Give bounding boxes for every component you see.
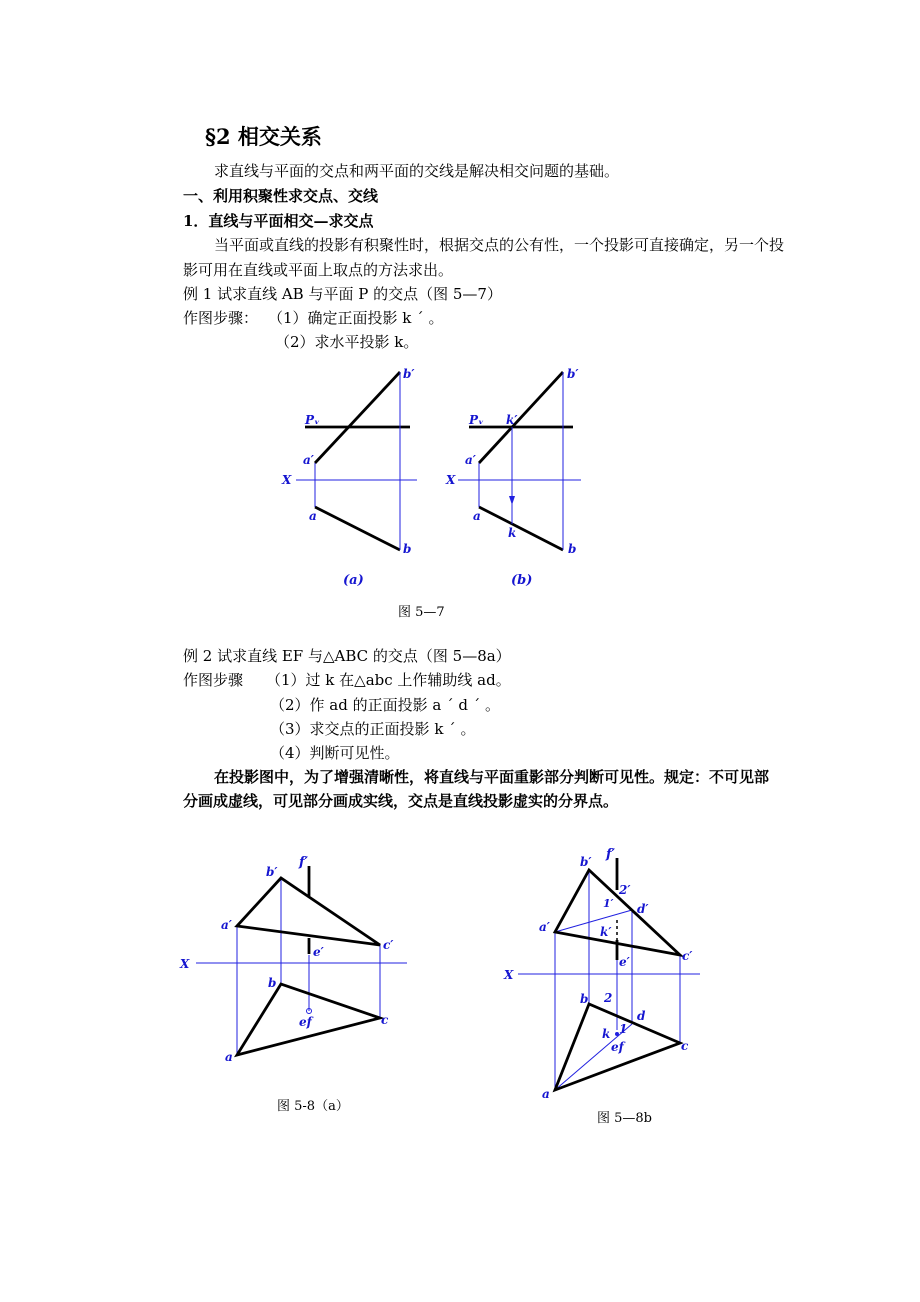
fig58b-label-2-prime: 2′	[619, 883, 631, 897]
fig57b-label-x: X	[446, 473, 456, 487]
figure-5-8a-caption: 图 5-8（a）	[277, 1099, 349, 1114]
fig57a-sub-label: (a)	[343, 573, 364, 588]
fig58b-label-k-prime: k′	[600, 925, 612, 939]
example-1-title: 例 1 试求直线 AB 与平面 P 的交点（图 5—7）	[183, 285, 502, 303]
example-2-step-4: （4）判断可见性。	[270, 744, 400, 762]
fig58b-label-c-prime: c′	[682, 949, 693, 963]
fig58b-label-e-prime: e′	[619, 955, 630, 969]
fig58a-label-f-prime: f′	[299, 855, 309, 870]
fig58a-label-a-prime: a′	[221, 918, 232, 932]
fig58a-label-b-prime: b′	[266, 865, 278, 879]
fig57b-label-k-prime: k′	[506, 413, 518, 427]
fig57b-label-a-prime: a′	[465, 453, 476, 467]
heading-1-1: 1．直线与平面相交—求交点	[183, 212, 374, 230]
fig58a-label-e-prime: e′	[313, 945, 324, 959]
fig57b-label-b: b	[568, 542, 577, 556]
fig57a-label-pv: Pᵥ	[305, 413, 320, 427]
example-2-step-2: （2）作 ad 的正面投影 a ´ d ´ 。	[270, 696, 501, 714]
fig58b-label-d: d	[637, 1009, 646, 1023]
fig58a-label-a: a	[225, 1050, 233, 1064]
example-2-title: 例 2 试求直线 EF 与△ABC 的交点（图 5—8a）	[183, 647, 511, 665]
heading-1: 一、利用积聚性求交点、交线	[183, 187, 379, 205]
fig58a-label-x: X	[180, 957, 190, 971]
fig58b-label-b-prime: b′	[580, 855, 592, 869]
fig58b-label-c: c	[681, 1039, 689, 1053]
intro-paragraph: 求直线与平面的交点和两平面的交线是解决相交问题的基础。	[214, 162, 620, 180]
fig58b-label-1-prime: 1′	[603, 897, 614, 910]
section-title: §2 相交关系	[205, 124, 322, 149]
fig58a-label-c-prime: c′	[383, 938, 394, 952]
example-1-steps-label: 作图步骤：	[183, 309, 259, 327]
figure-5-7-caption: 图 5—7	[398, 605, 445, 620]
fig58b-label-k: k	[602, 1027, 611, 1041]
figure-5-8b-caption: 图 5—8b	[597, 1111, 652, 1126]
fig57a-label-b-prime: b′	[403, 367, 415, 381]
rule-line-2: 分画成虚线，可见部分画成实线，交点是直线投影虚实的分界点。	[183, 792, 619, 810]
fig57a-label-a-prime: a′	[303, 453, 314, 467]
fig58b-label-2: 2	[604, 991, 613, 1005]
example-2-steps-label: 作图步骤	[183, 671, 244, 689]
fig57b-label-pv: Pᵥ	[469, 413, 484, 427]
fig58b-label-d-prime: d′	[637, 902, 649, 916]
fig58b-label-x: X	[504, 968, 514, 982]
paragraph-1-line-2: 影可用在直线或平面上取点的方法求出。	[183, 261, 454, 279]
fig57a-label-x: X	[282, 473, 292, 487]
example-2-step-1: （1）过 k 在△abc 上作辅助线 ad。	[266, 671, 511, 689]
fig57b-sub-label: (b)	[511, 573, 533, 588]
fig58a-label-b: b	[268, 976, 277, 990]
example-1-step-2: （2）求水平投影 k。	[275, 333, 419, 351]
fig58b-label-a-prime: a′	[539, 920, 550, 934]
fig58b-label-a: a	[542, 1087, 550, 1101]
fig57b-label-b-prime: b′	[567, 367, 579, 381]
fig58b-label-1: 1	[619, 1022, 628, 1036]
fig57a-label-b: b	[403, 542, 412, 556]
paragraph-1-line-1: 当平面或直线的投影有积聚性时，根据交点的公有性，一个投影可直接确定，另一个投	[214, 236, 785, 254]
fig58a-label-ef: ef	[299, 1015, 312, 1029]
fig57b-label-a: a	[473, 509, 481, 523]
rule-line-1: 在投影图中，为了增强清晰性，将直线与平面重影部分判断可见性。规定：不可见部	[214, 768, 770, 786]
fig58b-label-b: b	[580, 992, 589, 1006]
example-1-step-1: （1）确定正面投影 k ´ 。	[268, 309, 444, 327]
fig58b-label-ef: ef	[611, 1040, 624, 1054]
fig58a-label-c: c	[381, 1013, 389, 1027]
example-2-step-3: （3）求交点的正面投影 k ´ 。	[270, 720, 476, 738]
fig58b-label-f-prime: f′	[606, 847, 616, 862]
fig57a-label-a: a	[309, 509, 317, 523]
fig57b-label-k: k	[508, 526, 517, 540]
